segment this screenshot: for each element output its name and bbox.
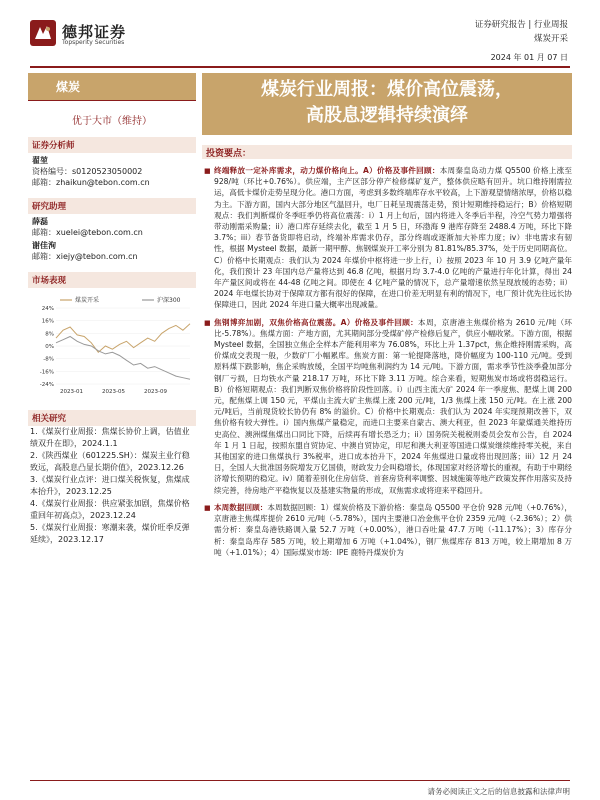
bullet-icon: ■: [204, 318, 211, 327]
y-tick-label: 0%: [45, 344, 54, 350]
x-tick-label: 2023-05: [102, 389, 125, 395]
market-section-title: 市场表现: [28, 272, 196, 288]
paragraph-lead: 本周数据回顾：: [214, 502, 268, 512]
y-tick-label: -16%: [39, 369, 54, 376]
key-points-heading: 投资要点：: [202, 145, 572, 159]
x-tick-label: 2023-01: [60, 389, 83, 395]
summary-paragraph: [202, 317, 572, 496]
assistant-section-title: 研究助理: [28, 198, 196, 214]
related-item[interactable]: 5.《煤炭行业周报：寒潮来袭，煤价旺季反弹延续》，2023.12.17: [30, 523, 190, 544]
company-logo: [30, 20, 140, 50]
summary-paragraph: [202, 165, 572, 311]
report-title: [202, 73, 572, 135]
paragraph-lead: 终端释放一定补库需求，动力煤价格向上。A）价格及事件回顾：: [214, 166, 440, 175]
market-chart: [28, 292, 196, 402]
analyst-cert: 资格编号：s0120523050002: [32, 167, 143, 176]
header-divider: [30, 66, 570, 68]
paragraph-text: 本周，京唐港主焦煤价格为 2610 元/吨（环比-5.78%）。焦煤方面：产地方面，尤其期间部分受煤矿停产检修后复产，供应小幅收紧。下游方面，根据 Mysteel 数据，全国独立焦企全样本产能利用率为 76.08%，环比上升 1.37pct，焦企维持刚需采购，高价煤成交表现一般，少数矿厂小幅累库。焦炭方面：第一轮提降落地，降价幅度为 100-110 元/吨。受到原料煤下跌影响，焦企采购放缓，全国平均吨焦利润约为 14 元/吨。下游方面，需求季节性淡季叠加部分钢厂亏损，日均铁水产量 218.17 万吨，环比下降 3.11 万吨。综合来看，短期焦炭市场或将弱稳运行。B）价格短期观点：我们判断双焦价格将阶段性回落。i）山西主流大矿 2024 年一季度焦、肥煤上调 200 元，配焦煤上调 150 元，平煤山主流大矿主焦煤上涨 200 元/吨，1/3 焦煤上涨 150 元/吨。在上涨 200 元/吨后，当前现货较长协仍有 8% 的溢价。C）价格中长期观点：我们认为 2024 年实现预期改善下，双焦价格有较大弹性。i）国内焦煤产量稳定，而进口主要来自蒙古、澳大利亚，但 2023 年蒙煤通关维持历史高位、澳洲煤焦煤出口同比下降，后续再有增长恐乏力；ii）国务院关税税则委员会发布公告，自 2024 年 1 月 1 日起，按照东盟自贸协定、中澳自贸协定，印尼和澳大利亚等国进口煤炭继续维持零关税，来自其他国家的进口焦煤执行 3%税率，进口成本抬升下，2024 年焦煤进口量或将出现回落；iii）12 月 24 日，全国人大批准国务院增发万亿国债，财政发力会叫稳增长，体现国家对经济增长的重视，有助于中期经济增长预期的稳定。iv）随着差别化住房信贷、首套房贷利率调整、因城施策等地产政策发挥作用落实及持续完善，待房地产平稳恢复以及基建实物量的形成，双焦需求或将迎来平稳回升。: [214, 317, 572, 495]
analyst-section-title: 证券分析师: [28, 137, 196, 153]
assistant-name: 谢佳洵: [32, 241, 56, 250]
footer-divider: [30, 780, 570, 781]
paragraph-lead: 焦钢博弈加剧，双焦价格高位震荡。A）价格及事件回顾：: [214, 317, 419, 327]
report-meta: [475, 18, 568, 63]
y-tick-label: 8%: [45, 331, 54, 338]
related-section-title: 相关研究: [28, 410, 196, 426]
paragraph-text: 本周秦皇岛动力煤 Q5500 价格上涨至 928/吨（环比+0.76%）。供应端，主产区部分停产检修煤矿复产，整体供应略有回升。坑口维持刚需拉运，高低卡煤价走势呈现分化。港口方面，考虑到多数终端库存水平较高，上下游观望情绪浓厚，价格以稳为主。下游方面，国内大部分地区气温回升，电厂日耗呈现震荡走势，预计短期维持稳运行；B）价格短期观点：我们判断煤价冬季旺季仍将高位震荡：i）1 月上旬后，国内将进入冬季后半程，冷空气势力增强将带动刚需采购量；ii）港口库存延续去化，截至 1 月 5 日，环渤海 9 港库存降至 2488.4 万吨，环比下降 3.7%；iii）春节备货即将启动，终端补库需求仍存，部分终端或逐渐加大补库力度；iv）非电需求有韧性，根据 Mysteel 数据，最新一期甲醇、焦钢煤炭开工率分别为 81.81%/85.37%，处于历史同期高位。C）价格中长期观点：我们认为 2024 年煤价中枢将进一步上行，i）按照 2023 年 10 月 3.9 亿吨产量年化，我们预计 23 年国内总产量将达到 46.8 亿吨，根据月均 3.7-4.0 亿吨的产量进行年化计算，得出 24 年产量区间或将在 44-48 亿吨之间。即使在 4 亿吨产量的情况下，总产量增速依然呈现放缓的态势；ii）2024 年电煤长协对于保障双方都有很好的保障，在进口价差无明显有利的情况下，电厂预计优先往远长协保障进口，因此 2024 年进口量大概率出现减量。: [214, 166, 572, 310]
related-item[interactable]: 1.《煤炭行业周报：焦煤长协价上调，估值业绩双升在即》，2024.1.1: [30, 427, 190, 448]
brand-name-en: Topsperity Securities: [62, 39, 125, 46]
analyst-email[interactable]: 邮箱：zhaikun@tebon.com.cn: [32, 178, 150, 187]
y-tick-label: -24%: [39, 382, 54, 388]
report-date: 2024 年 01 月 07 日: [490, 53, 568, 62]
y-tick-label: 24%: [41, 306, 54, 312]
summary-paragraph: [202, 502, 572, 558]
main-content: [202, 73, 572, 558]
report-industry: 煤炭开采: [533, 34, 568, 44]
assistant-email[interactable]: 邮箱：xiejy@tebon.com.cn: [32, 252, 138, 261]
x-tick-label: 2023-09: [144, 389, 167, 395]
footer-disclaimer: 请务必阅读正文之后的信息披露和法律声明: [427, 787, 570, 796]
related-item[interactable]: 4.《煤炭行业周报：供应紧张加剧，焦煤价格重回年初高点》，2023.12.24: [30, 499, 190, 520]
report-type: 证券研究报告 | 行业周报: [474, 20, 568, 30]
rating: 优于大市（维持）: [72, 116, 152, 127]
sidebar: [28, 73, 196, 763]
logo-mark-icon: [30, 20, 56, 46]
assistant-email[interactable]: 邮箱：xuelei@tebon.com.cn: [32, 228, 143, 237]
related-item[interactable]: 2.《陕西煤业（601225.SH）：煤炭主业行稳致远，高股息凸显长期价值》，2023.12.26: [30, 451, 190, 472]
paragraph-text: 本周数据回顾：1）煤炭价格及下游价格：秦皇岛 Q5500 平仓价 928 元/吨（+0.76%），京唐港主焦煤库提价 2610 元/吨（-5.78%），国内主要港口冶金焦平仓价 2359 元/吨（-2.36%）；2）供需分析：秦皇岛港铁路调入量 52.7 万吨（+0.00%），港口吞吐量 47.7 万吨（-11.17%）；3）库存分析：秦皇岛库存 585 万吨，较上期增加 6 万吨（+1.04%），钢厂焦煤库存 813 万吨，较上期增加 8 万吨（+1.01%）；4）国际煤炭市场：IPE 鹿特丹煤炭价为: [214, 502, 572, 557]
page-footer: [0, 778, 600, 800]
brand-name-cn: 德邦证券: [62, 23, 127, 41]
bullet-icon: ■: [204, 167, 211, 175]
sector-band: 煤炭: [28, 73, 196, 101]
market-chart-svg: [30, 292, 194, 398]
title-line-1: 煤炭行业周报：煤价高位震荡，: [261, 79, 513, 100]
bullet-icon: ■: [204, 503, 211, 512]
series-line: [56, 324, 190, 353]
y-tick-label: -8%: [43, 356, 54, 363]
assistant-name: 薛磊: [32, 217, 48, 226]
related-item[interactable]: 3.《煤炭行业点评：进口煤关税恢复，焦煤成本抬升》，2023.12.25: [30, 475, 190, 496]
y-tick-label: 16%: [41, 318, 54, 325]
legend-label: 煤炭开采: [75, 297, 100, 304]
title-line-2: 高股息逻辑持续演绎: [306, 105, 468, 126]
page-header: [0, 0, 600, 70]
legend-label: 沪深300: [157, 297, 181, 304]
analyst-name: 翟堃: [32, 156, 48, 165]
